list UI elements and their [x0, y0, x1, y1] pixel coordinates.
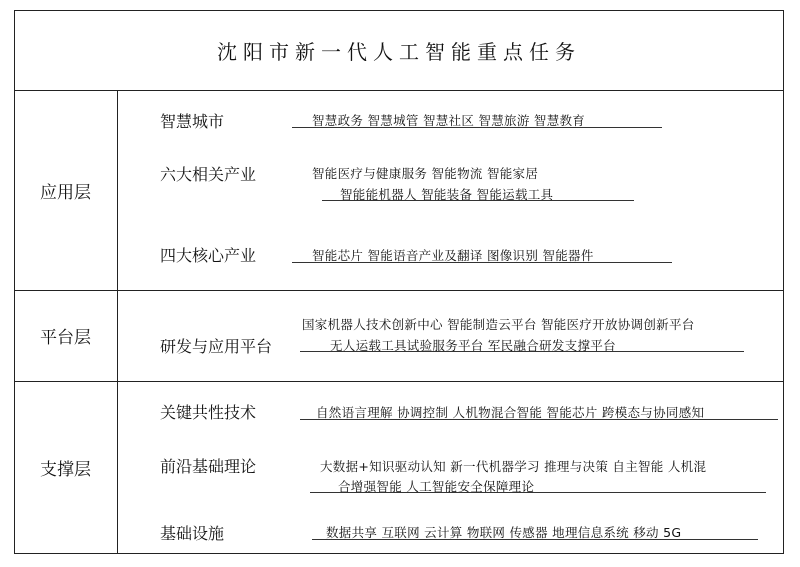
items-six-industries-line-2: 智能能机器人 智能装备 智能运载工具: [340, 187, 554, 202]
items-rd-platform-line-1: 国家机器人技术创新中心 智能制造云平台 智能医疗开放协调创新平台: [302, 317, 695, 332]
items-key-tech-line-1: 自然语言理解 协调控制 人机物混合智能 智能芯片 跨模态与协同感知: [316, 405, 705, 420]
items-four-core-line-1: 智能芯片 智能语音产业及翻译 图像识别 智能器件: [312, 248, 594, 263]
items-six-industries-line-1: 智能医疗与健康服务 智能物流 智能家居: [312, 166, 539, 181]
divider-layer-column: [117, 90, 118, 554]
category-four-core: 四大核心产业: [160, 246, 257, 265]
items-infrastructure-line-1: 数据共享 互联网 云计算 物联网 传感器 地理信息系统 移动 5G: [326, 525, 682, 540]
underline: [300, 419, 778, 420]
items-frontier-theory-line-1: 大数据+知识驱动认知 新一代机器学习 推理与决策 自主智能 人机混: [320, 459, 707, 474]
divider-platform-support: [14, 381, 784, 382]
underline: [292, 262, 672, 263]
items-smart-city-line-1: 智慧政务 智慧城管 智慧社区 智慧旅游 智慧教育: [312, 113, 586, 128]
divider-title: [14, 90, 784, 91]
items-frontier-theory-line-2: 合增强智能 人工智能安全保障理论: [338, 479, 535, 494]
category-key-tech: 关键共性技术: [160, 403, 257, 422]
underline: [312, 539, 758, 540]
items-rd-platform-line-2: 无人运载工具试验服务平台 军民融合研发支撑平台: [330, 338, 616, 353]
divider-application-platform: [14, 290, 784, 291]
underline: [292, 127, 662, 128]
category-six-industries: 六大相关产业: [160, 165, 257, 184]
category-infrastructure: 基础设施: [160, 524, 225, 543]
category-frontier-theory: 前沿基础理论: [160, 457, 257, 476]
underline: [310, 492, 766, 493]
layer-application: 应用层: [40, 182, 91, 203]
layer-platform: 平台层: [40, 328, 91, 348]
category-smart-city: 智慧城市: [160, 112, 225, 131]
underline: [322, 200, 634, 201]
category-rd-platform: 研发与应用平台: [160, 337, 273, 356]
layer-support: 支撑层: [40, 460, 91, 480]
underline: [300, 351, 744, 352]
diagram-title: 沈阳市新一代人工智能重点任务: [217, 39, 581, 64]
